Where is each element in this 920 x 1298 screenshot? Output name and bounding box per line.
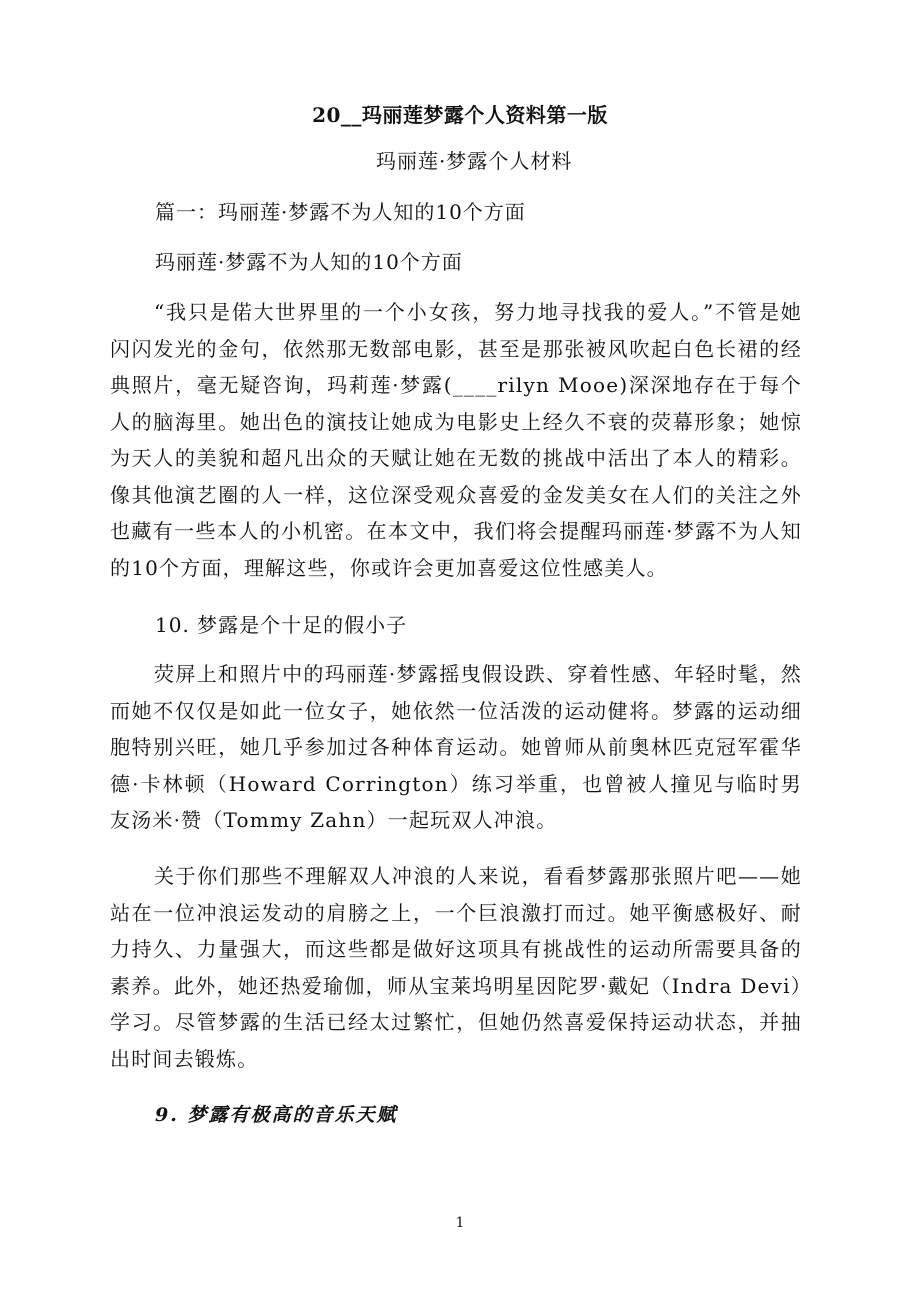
point-10-paragraph-2: 关于你们那些不理解双人冲浪的人来说，看看梦露那张照片吧——她站在一位冲浪运发动的肩膀之上，一个巨浪激打而过。她平衡感极好、耐力持久、力量强大，而这些都是做好这项具有挑战性的运动所需要具备的素养。此外，她还热爱瑜伽，师从宝莱坞明星因陀罗·戴妃（Indra Devi）学习。尽管梦露的生活已经太过繁忙，但她仍然喜爱保持运动状态，并抽出时间去锻炼。 (110, 864, 802, 1071)
intro-paragraph: “我只是偌大世界里的一个小女孩，努力地寻找我的爱人。”不管是她闪闪发光的金句，依然那无数部电影，甚至是那张被风吹起白色长裙的经典照片，毫无疑咨询，玛莉莲·梦露(____rilyn Mooe)深深地存在于每个人的脑海里。她出色的演技让她成为电影史上经久不衰的荧幕形象；她惊为天人的美貌和超凡出众的天赋让她在无数的挑战中活出了本人的精彩。像其他演艺圈的人一样，这位深受观众喜爱的金发美女在人们的关注之外也藏有一些本人的小机密。在本文中，我们将会提醒玛丽莲·梦露不为人知的10个方面，理解这些，你或许会更加喜爱这位性感美人。 (110, 300, 802, 580)
document-subtitle: 玛丽莲·梦露个人材料 (376, 149, 573, 173)
point-9-heading: 9. 梦露有极高的音乐天赋 (155, 1104, 398, 1126)
point-10-heading: 10. 梦露是个十足的假小子 (155, 613, 408, 637)
document-title: 20__玛丽莲梦露个人资料第一版 (312, 103, 608, 127)
section-heading: 篇一：玛丽莲·梦露不为人知的10个方面 (155, 200, 526, 224)
page-number: 1 (455, 1215, 465, 1231)
article-heading: 玛丽莲·梦露不为人知的10个方面 (155, 250, 463, 274)
point-10-paragraph-1: 荧屏上和照片中的玛丽莲·梦露摇曳假设跌、穿着性感、年轻时髦，然而她不仅仅是如此一位女子，她依然一位活泼的运动健将。梦露的运动细胞特别兴旺，她几乎参加过各种体育运动。她曾师从前奥林匹克冠军霍华德·卡林顿（Howard Corrington）练习举重，也曾被人撞见与临时男友汤米·赞（Tommy Zahn）一起玩双人冲浪。 (110, 662, 802, 832)
